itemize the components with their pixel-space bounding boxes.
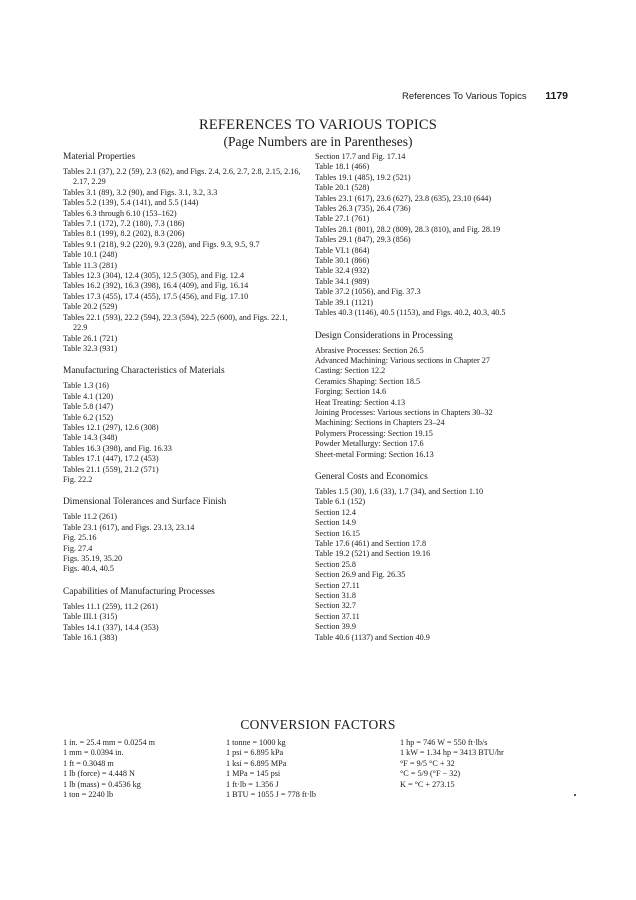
reference-entry: Table 34.1 (989): [315, 276, 370, 286]
reference-entry: Ceramics Shaping: Section 18.5: [315, 376, 421, 386]
reference-entry: Section 37.11: [315, 611, 360, 621]
reference-entry: Table 26.1 (721): [63, 333, 118, 343]
reference-section: [315, 472, 585, 643]
conversion-item: 1 in. = 25.4 mm = 0.0254 m: [63, 738, 156, 747]
reference-entry: Section 12.4: [315, 507, 356, 517]
section-heading: Material Properties: [63, 152, 136, 162]
reference-entry: Figs. 35.19, 35.20: [63, 554, 123, 563]
reference-entry: Tables 5.2 (139), 5.4 (141), and 5.5 (144): [63, 198, 199, 208]
reference-section: [315, 152, 585, 319]
reference-section: [63, 497, 303, 574]
reference-entry: Fig. 27.4: [63, 543, 93, 553]
reference-entry: Table 40.6 (1137) and Section 40.9: [315, 632, 430, 642]
page-number: 1179: [545, 90, 568, 102]
running-head: [402, 90, 568, 102]
reference-entry: Tables 11.1 (259), 11.2 (261): [63, 601, 159, 611]
reference-entry: Tables 40.3 (1146), 40.5 (1153), and Figs. 40.2, 40.3, 40.5: [315, 308, 506, 318]
reference-entry: Table 4.1 (120): [63, 391, 114, 401]
reference-entry: Tables 26.3 (735), 26.4 (736): [315, 204, 411, 214]
reference-entry: Tables 9.1 (218), 9.2 (220), 9.3 (228), and Figs. 9.3, 9.5, 9.7: [63, 239, 260, 249]
reference-entry: Table 16.1 (383): [63, 633, 118, 643]
conversion-column-2: [226, 738, 391, 800]
right-column: [315, 152, 585, 655]
reference-entry: Table 32.3 (931): [63, 343, 118, 353]
reference-entry: Table 11.2 (261): [63, 512, 117, 522]
reference-entry: Table 10.1 (248): [63, 250, 118, 260]
reference-entry: Tables 29.1 (847), 29.3 (856): [315, 235, 411, 245]
left-column: [63, 152, 303, 655]
reference-entry: Tables 21.1 (559), 21.2 (571): [63, 464, 159, 474]
reference-entry: Table 1.3 (16): [63, 381, 110, 391]
reference-entry: Section 25.8: [315, 559, 356, 569]
reference-entry: Tables 16.3 (398), and Fig. 16.33: [63, 443, 172, 453]
reference-entry: Tables 14.1 (337), 14.4 (353): [63, 622, 159, 632]
reference-entry: Tables 17.1 (447), 17.2 (453): [63, 454, 159, 464]
reference-entry: Table 6.1 (152): [315, 497, 366, 507]
reference-entry: Table 27.1 (761): [315, 214, 370, 224]
section-heading: Design Considerations in Processing: [315, 330, 453, 341]
conversion-item: 1 ft·lb = 1.356 J: [226, 779, 279, 789]
conversion-item: 1 tonne = 1000 kg: [226, 738, 286, 747]
reference-entry: Tables 28.1 (801), 28.2 (809), 28.3 (810), and Fig. 28.19: [315, 224, 501, 234]
reference-entry: Section 31.8: [315, 591, 356, 601]
reference-entry: Tables 22.1 (593), 22.2 (594), 22.3 (594), 22.5 (600), and Figs. 22.1, 22.9: [63, 312, 288, 333]
conversion-item: °F = 9/5 °C + 32: [400, 758, 455, 768]
reference-entry: Advanced Machining: Various sections in Chapter 27: [315, 355, 490, 365]
reference-entry: Heat Treating: Section 4.13: [315, 397, 406, 407]
reference-entry: Tables 23.1 (617), 23.6 (627), 23.8 (635), 23.10 (644): [315, 193, 492, 203]
reference-entry: Section 32.7: [315, 601, 356, 611]
reference-entry: Table 30.1 (866): [315, 256, 370, 266]
stray-mark: [574, 794, 576, 796]
conversion-item: 1 ton = 2240 lb: [63, 790, 114, 800]
conversion-item: 1 ksi = 6.895 MPa: [226, 758, 287, 768]
reference-entry: Table 32.4 (932): [315, 266, 370, 276]
reference-entry: Table 19.2 (521) and Section 19.16: [315, 549, 431, 559]
reference-entry: Machining: Sections in Chapters 23–24: [315, 418, 445, 428]
reference-entry: Powder Metallurgy: Section 17.6: [315, 439, 424, 449]
reference-entry: Section 14.9: [315, 518, 356, 528]
reference-entry: Table 5.8 (147): [63, 402, 114, 412]
conversion-column-1: [63, 738, 213, 800]
reference-entry: Tables 2.1 (37), 2.2 (59), 2.3 (62), and Figs. 2.4, 2.6, 2.7, 2.8, 2.15, 2.16, 2.17, 2.29: [63, 167, 301, 187]
reference-entry: Fig. 25.16: [63, 533, 97, 543]
reference-entry: Tables 17.3 (455), 17.4 (455), 17.5 (456), and Fig. 17.10: [63, 291, 249, 301]
reference-entry: Table 39.1 (1121): [315, 297, 374, 307]
reference-entry: Tables 12.1 (297), 12.6 (308): [63, 422, 159, 432]
reference-entry: Tables 3.1 (89), 3.2 (90), and Figs. 3.1, 3.2, 3.3: [63, 187, 218, 197]
reference-entry: Fig. 22.2: [63, 474, 93, 484]
section-heading: Capabilities of Manufacturing Processes: [63, 586, 215, 597]
reference-section: [63, 366, 303, 485]
reference-section: [63, 587, 303, 644]
conversion-item: K = °C + 273.15: [400, 779, 455, 789]
conversion-item: 1 lb (force) = 4.448 N: [63, 769, 135, 779]
reference-entry: Tables 19.1 (485), 19.2 (521): [315, 172, 411, 182]
conversion-item: 1 MPa = 145 psi: [226, 769, 281, 779]
reference-entry: Tables 8.1 (199), 8.2 (202), 8.3 (206): [63, 229, 185, 239]
conversion-item: 1 psi = 6.895 kPa: [226, 748, 284, 758]
page-subtitle: (Page Numbers are in Parentheses): [223, 134, 413, 149]
section-heading: Dimensional Tolerances and Surface Finish: [63, 497, 227, 508]
reference-entry: Table 37.2 (1056), and Fig. 37.3: [315, 287, 421, 297]
conversion-item: 1 lb (mass) = 0.4536 kg: [63, 779, 141, 789]
reference-entry: Section 17.7 and Fig. 17.14: [315, 152, 406, 161]
running-head-title: References To Various Topics: [401, 91, 527, 102]
reference-entry: Section 26.9 and Fig. 26.35: [315, 570, 406, 580]
conversion-item: 1 ft = 0.3048 m: [63, 758, 114, 768]
reference-entry: Table 14.3 (348): [63, 433, 118, 443]
reference-entry: Table 18.1 (466): [315, 162, 370, 172]
reference-entry: Table 20.2 (529): [63, 302, 118, 312]
reference-entry: Table 6.2 (152): [63, 412, 114, 422]
conversion-item: 1 kW = 1.34 hp = 3413 BTU/hr: [400, 748, 504, 758]
reference-entry: Table III.1 (315): [63, 612, 118, 622]
conversion-item: 1 hp = 746 W = 550 ft·lb/s: [400, 738, 488, 747]
reference-entry: Table VI.1 (864): [315, 245, 370, 255]
reference-entry: Tables 1.5 (30), 1.6 (33), 1.7 (34), and Section 1.10: [315, 486, 484, 496]
reference-entry: Joining Processes: Various sections in Chapters 30–32: [315, 407, 493, 417]
reference-entry: Section 39.9: [315, 622, 356, 632]
section-heading: General Costs and Economics: [315, 471, 428, 482]
page-title: REFERENCES TO VARIOUS TOPICS: [198, 117, 438, 133]
reference-entry: Tables 12.3 (304), 12.4 (305), 12.5 (305), and Fig. 12.4: [63, 271, 245, 281]
reference-section: [63, 152, 303, 354]
reference-entry: Forging: Section 14.6: [315, 387, 387, 397]
reference-section: [315, 331, 585, 460]
conversion-item: 1 BTU = 1055 J = 778 ft·lb: [226, 790, 316, 800]
reference-entry: Table 17.6 (461) and Section 17.8: [315, 539, 427, 548]
reference-entry: Casting: Section 12.2: [315, 366, 386, 376]
reference-entry: Polymers Processing: Section 19.15: [315, 428, 433, 438]
section-heading: Manufacturing Characteristics of Materials: [63, 366, 225, 377]
conversion-item: 1 mm = 0.0394 in.: [63, 748, 124, 758]
conversion-item: °C = 5/9 (°F − 32): [400, 769, 461, 779]
reference-entry: Figs. 40.4, 40.5: [63, 564, 114, 574]
reference-entry: Tables 16.2 (392), 16.3 (398), 16.4 (409), and Fig. 16.14: [63, 281, 249, 291]
reference-entry: Table 23.1 (617), and Figs. 23.13, 23.14: [63, 522, 195, 532]
reference-entry: Section 16.15: [315, 528, 361, 538]
conversion-column-3: [400, 738, 580, 790]
conversion-title: CONVERSION FACTORS: [240, 717, 396, 732]
reference-entry: Table 11.3 (281): [63, 260, 117, 270]
reference-entry: Table 20.1 (528): [315, 183, 370, 193]
reference-entry: Abrasive Processes: Section 26.5: [315, 345, 424, 355]
reference-entry: Sheet-metal Forming: Section 16.13: [315, 449, 434, 459]
reference-entry: Section 27.11: [315, 580, 360, 590]
reference-entry: Tables 6.3 through 6.10 (153–162): [63, 208, 177, 218]
reference-entry: Tables 7.1 (172), 7.2 (180), 7.3 (186): [63, 219, 185, 229]
